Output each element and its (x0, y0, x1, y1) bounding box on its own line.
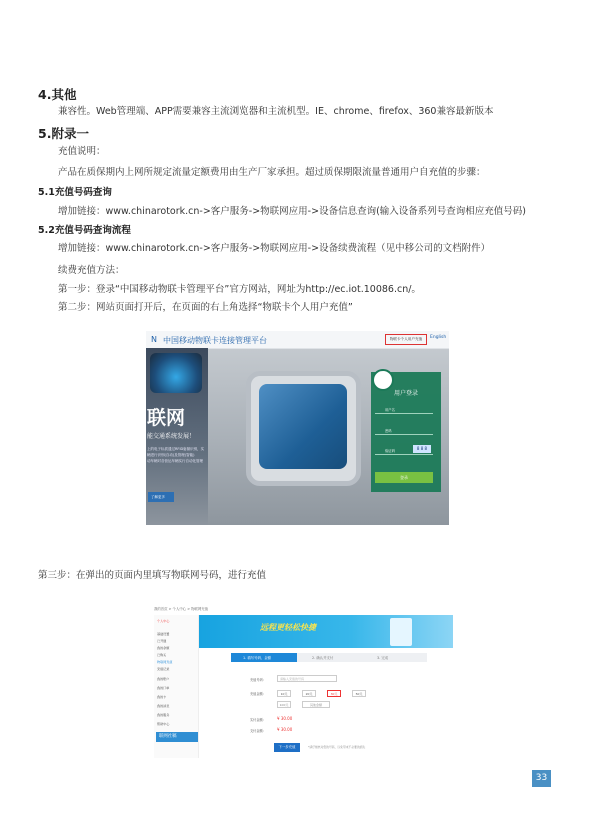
login-title: 用户登录 (394, 390, 419, 397)
sidebar-item[interactable]: 我的余额 (157, 646, 170, 650)
car-screen-display (259, 384, 347, 469)
pay-value: ¥ 30.00 (277, 727, 293, 732)
banner-phone-image (390, 618, 412, 646)
learn-more-button[interactable] (148, 492, 174, 502)
number-input[interactable]: 请输入充值的号码 (277, 675, 337, 682)
amount-option[interactable]: 20元 (302, 690, 316, 697)
sidebar-item[interactable]: 我的消息 (157, 704, 170, 708)
pay-label: 支付金额： (250, 729, 266, 733)
captcha-label: 验证码 (385, 449, 395, 453)
recharge-page-screenshot (151, 604, 453, 758)
banner-title: 远程更轻松快捷 (260, 623, 316, 632)
captcha-image[interactable]: 8 8 8 (413, 445, 431, 453)
amount-label: 充值金额： (250, 692, 266, 696)
sidebar-item[interactable]: 充值记录 (157, 667, 170, 671)
password-field[interactable] (375, 424, 433, 435)
username-label: 用户名 (385, 408, 395, 412)
custom-amount-input[interactable]: 其他金额 (302, 701, 330, 708)
section-5-2-title: 5.2充值号码查询流程 (38, 225, 131, 236)
amount-option[interactable]: 50元 (352, 690, 366, 697)
car-screen-image (246, 371, 361, 486)
sidebar-promo-button[interactable]: 联网社稿 (156, 732, 198, 742)
section-5-title: 5.附录一 (38, 126, 89, 141)
learn-more-label: 了解更多 (151, 495, 165, 499)
hero-big-word: 联网 (147, 407, 186, 429)
sidebar-item[interactable]: 我的卡 (157, 695, 167, 699)
personal-recharge-link[interactable]: 物联卡个人用户充值 (385, 334, 427, 345)
breadcrumb: 我的首页 > 个人中心 > 物联网充值 (154, 607, 209, 611)
section-5-1-body: 增加链接：www.chinarotork.cn->客户服务->物联网应用->设备信息查询(输入设备系列号查询相应充值号码) (58, 206, 526, 217)
charge-body: 产品在质保期内上网所规定流量定额费用由生产厂家承担。超过质保期限流量普通用户自充值的步骤： (58, 167, 486, 178)
sidebar-item[interactable]: 我的服务 (157, 713, 170, 717)
sidebar-item[interactable]: 基础设置 (157, 632, 170, 636)
number-label: 充值号码： (250, 678, 266, 682)
recharge-banner (199, 615, 453, 648)
login-button[interactable]: 登录 (375, 472, 433, 483)
section-4-title: 4.其他 (38, 87, 77, 102)
platform-logo: N (151, 335, 157, 344)
password-label: 密码 (385, 429, 392, 433)
sidebar-item[interactable]: 已购买 (157, 653, 167, 657)
amount-option[interactable]: 100元 (277, 701, 291, 708)
sidebar-item-active[interactable]: 物联网充值 (157, 660, 173, 664)
step-label: 3. 完成 (377, 656, 389, 660)
username-field[interactable] (375, 403, 433, 414)
step-3-text: 第三步：在弹出的页面内里填写物联网号码，进行充值 (38, 570, 267, 581)
compatibility-text: 兼容性。Web管理端、APP需要兼容主流浏览器和主流机型。IE、chrome、firefox、360兼容最新版本 (58, 106, 494, 117)
sidebar-item[interactable]: 已开通 (157, 639, 167, 643)
step-1-text: 第一步：登录“中国移动物联卡管理平台”官方网站，网址为http://ec.iot.10086.cn/。 (58, 284, 421, 295)
hero-text-line: 上的电子标质通过RFID射频识别，实 (147, 447, 205, 451)
pay-note: *请仔细核对您的号码，以免带来不必要的损失 (308, 745, 366, 749)
section-5-1-title: 5.1充值号码查询 (38, 187, 112, 198)
charge-label: 充值说明： (58, 146, 106, 157)
step-2-text: 第二步：网站页面打开后，在页面的右上角选择“物联卡个人用户充值” (58, 302, 353, 313)
sidebar-item[interactable]: 我的订单 (157, 686, 170, 690)
section-5-2-body: 增加链接：www.chinarotork.cn->客户服务->物联网应用->设备续费流程（见中移公司的文档附件） (58, 243, 491, 254)
step-label: 2. 确认并支付 (312, 656, 334, 660)
sidebar-header: 个人中心 (157, 619, 170, 623)
next-recharge-button[interactable]: 下一步充值 (274, 743, 300, 752)
user-avatar-icon (372, 369, 394, 391)
car-dashboard-image (150, 353, 202, 393)
sidebar-item[interactable]: 帮助中心 (157, 722, 170, 726)
page-number: 33 (532, 770, 551, 787)
price-value: ¥ 30.00 (277, 716, 293, 721)
platform-homepage-screenshot (146, 331, 449, 525)
platform-title: 中国移动物联卡连接管理平台 (163, 336, 267, 345)
amount-option[interactable]: 10元 (277, 690, 291, 697)
step-label: 1. 填写号码、金额 (243, 656, 272, 660)
hero-slogan: 能交通系统发展！ (147, 433, 196, 440)
price-label: 实付金额： (250, 718, 266, 722)
hero-text-line: 动车辆对各营运车辆实行自动化管理 (147, 459, 203, 463)
hero-text-line: 辆进行识别(自动)及管理(智能) (147, 453, 195, 457)
english-link[interactable]: English (430, 335, 447, 340)
renew-label: 续费充值方法： (58, 265, 125, 276)
amount-option-selected[interactable]: 30元 (327, 690, 341, 697)
sidebar-item[interactable]: 我的账户 (157, 677, 170, 681)
